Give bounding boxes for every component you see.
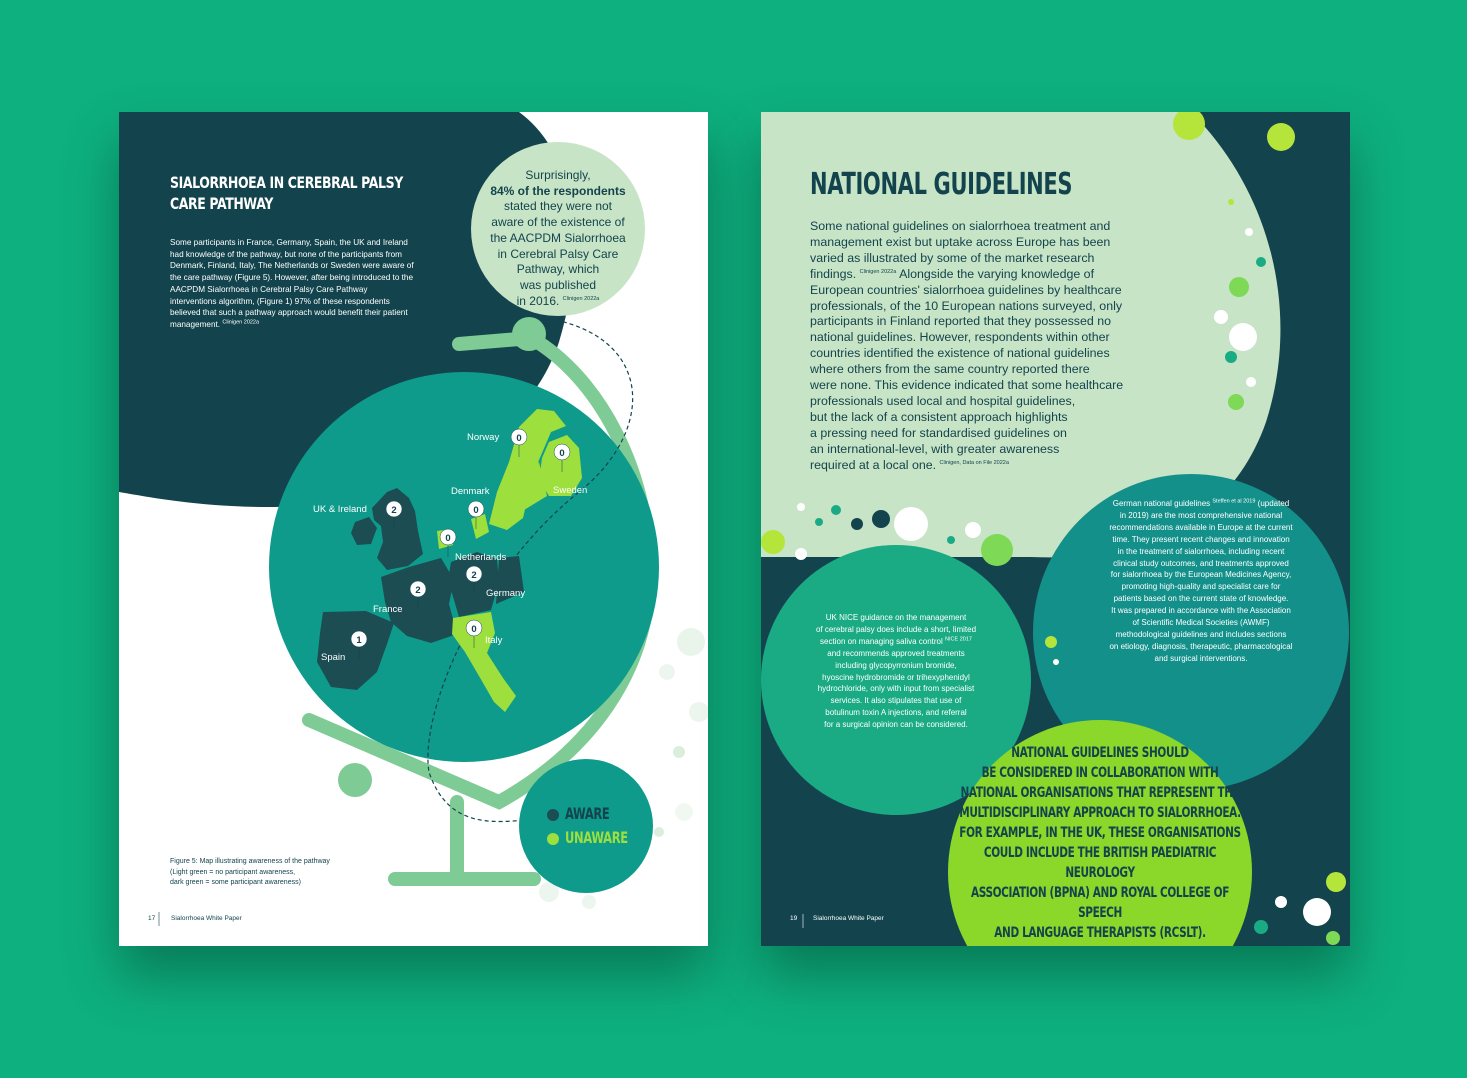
count-netherlands: 0 bbox=[445, 533, 451, 544]
label-germany: Germany bbox=[486, 588, 526, 599]
label-sweden: Sweden bbox=[553, 485, 588, 496]
uk-nice-text: UK NICE guidance on the management of cerebral palsy does include a short, limited section on managing saliva control $^{NICE 2017}$ and recommends approved treatments including glycopyrronium bromide, hyoscine hydrobromide or trihexyphenidyl hydrochloride, only with input from specialist services. It also stipulates that use of botulinum toxin A injections, and referral for a surgical opinion can be considered. bbox=[815, 613, 977, 730]
count-italy: 0 bbox=[471, 624, 477, 635]
quote-line-bold: 84% of the respondents bbox=[490, 183, 626, 198]
right-page-footer-title: Sialorrhoea White Paper bbox=[813, 915, 884, 922]
label-netherlands: Netherlands bbox=[455, 552, 507, 563]
label-spain: Spain bbox=[321, 652, 346, 663]
quote-text: Surprisingly, 84% of the respondents stated they were not aware of the existence of the AACPDM Sialorrhoea in Cerebral Palsy Care Pathway, which was published in 2016. $^{Clinigen 2022a}$ bbox=[490, 168, 626, 308]
label-france: France bbox=[373, 604, 403, 615]
left-page bbox=[119, 112, 708, 946]
count-germany: 2 bbox=[471, 570, 477, 581]
legend-aware-label: AWARE bbox=[565, 804, 610, 823]
label-italy: Italy bbox=[485, 635, 503, 646]
intro-paragraph: Some participants in France, Germany, Spain, the UK and Ireland had knowledge of the pathway, but none of the participants from Denmark, Finland, Italy, The Netherlands or Sweden were aware of the care pathway (Figure 5). However, after being introduced to the AACPDM Sialorrhoea in Cerebral Palsy Care Pathway interventions algorithm, (Figure 1) 97% of these respondents believed that such a pathway approach would benefit their patient management. $^{Clinigen 2022a}$ bbox=[170, 238, 414, 329]
figure-caption: Figure 5: Map illustrating awareness of the pathway (Light green = no participant awareness, dark green = some participant awareness) bbox=[170, 858, 330, 886]
right-page-number: 19 bbox=[790, 915, 798, 922]
label-norway: Norway bbox=[467, 432, 500, 443]
left-page-number: 17 bbox=[148, 915, 156, 922]
callout-wrapper bbox=[950, 743, 1250, 941]
legend-labels bbox=[565, 802, 628, 850]
count-sweden: 0 bbox=[559, 448, 565, 459]
count-france: 2 bbox=[415, 585, 421, 596]
national-guidelines-body: Some national guidelines on sialorrhoea treatment and management exist but uptake across Europe has been varied as illustrated by some of the market research findings. $^{Clinigen 2022a}$ Alongside the varying knowledge of European countries' sialorrhoea guidelines by healthcare professionals, of the 10 European nations surveyed, only participants in Finland reported that they possessed no national guidelines. However, respondents within other countries identified the existence of national guidelines where others from the same country reported there were none. This evidence indicated that some healthcare professionals used local and hospital guidelines, but the lack of a consistent approach highlights a pressing need for standardised guidelines on an international-level, with greater awareness required at a local one. $^{Clinigen, Data on File 2022a}$ bbox=[810, 219, 1124, 472]
label-denmark: Denmark bbox=[451, 486, 490, 497]
left-page-footer-title: Sialorrhoea White Paper bbox=[171, 915, 242, 922]
callout-text: NATIONAL GUIDELINES SHOULD BE CONSIDERED IN COLLABORATION WITH NATIONAL ORGANISATIONS THAT REPRESENT THE MULTIDISCIPLINARY APPROACH TO SIALORRHOEA. FOR EXAMPLE, IN THE UK, THESE ORGANISATIONS COULD INCLUDE THE BRITISH PAEDIATRIC NEUROLOGY ASSOCIATION (BPNA) AND ROYAL COLLEGE OF SPEECH AND LANGUAGE THERAPISTS (RCSLT). bbox=[959, 745, 1241, 941]
legend-unaware-label: UNAWARE bbox=[565, 828, 628, 847]
legend-aware-dot bbox=[547, 809, 559, 821]
label-uk-ireland: UK & Ireland bbox=[313, 504, 367, 515]
right-page bbox=[761, 112, 1350, 946]
german-guidelines-text: German national guidelines $^{Steffen et al 2019}$ (updated in 2019) are the most comprehensive national recommendations available in Europe at the current time. They present recent changes and innovation in the treatment of sialorrhoea, including recent clinical study outcomes, and treatments approved for sialorrhoea by the European Medicines Agency, promoting high-quality and specialist care for patients based on the current state of knowledge. It was prepared in accordance with the Association of Scientific Medical Societies (AWMF) methodological guidelines and includes sections on etiology, diagnosis, therapeutic, pharmacological and surgical interventions. bbox=[1109, 498, 1293, 663]
count-norway: 0 bbox=[516, 433, 522, 444]
count-denmark: 0 bbox=[473, 505, 479, 516]
right-page-title: NATIONAL GUIDELINES bbox=[810, 167, 1073, 202]
count-spain: 1 bbox=[356, 635, 362, 646]
count-uk-ireland: 2 bbox=[391, 505, 397, 516]
legend-unaware-dot bbox=[547, 833, 559, 845]
left-page-title: SIALORRHOEA IN CEREBRAL PALSY CARE PATHWAY bbox=[170, 173, 403, 213]
